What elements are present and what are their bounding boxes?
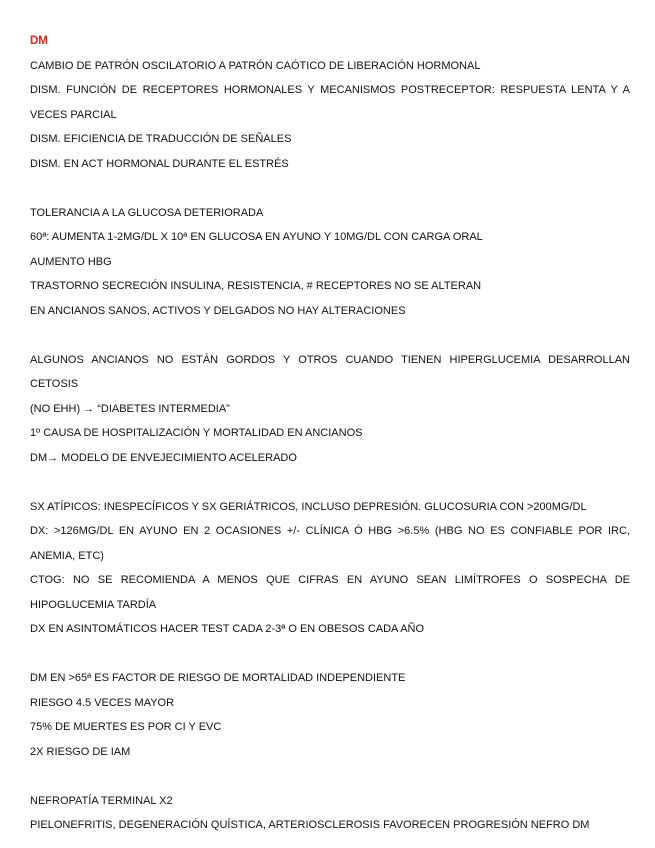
document-page (30, 29, 630, 838)
document-heading: DM (30, 35, 48, 47)
text-line: TOLERANCIA A LA GLUCOSA DETERIORADA (30, 206, 264, 219)
text-line: HIPOGLUCEMIA TARDÍA (30, 598, 157, 611)
text-line: DM→ MODELO DE ENVEJECIMIENTO ACELERADO (30, 451, 297, 464)
text-line: 2X RIESGO DE IAM (30, 745, 131, 758)
text-line: SX ATÍPICOS: INESPECÍFICOS Y SX GERIÁTRICOS, INCLUSO DEPRESIÓN. GLUCOSURIA CON >200MG/DL (30, 500, 587, 513)
text-line: DM EN >65ª ES FACTOR DE RIESGO DE MORTALIDAD INDEPENDIENTE (30, 672, 406, 684)
text-line: DISM. EFICIENCIA DE TRADUCCIÓN DE SEÑALES (30, 133, 292, 145)
text-line: TRASTORNO SECRECIÓN INSULINA, RESISTENCIA, # RECEPTORES NO SE ALTERAN (30, 280, 482, 292)
paragraph-gap (30, 470, 630, 495)
text-line: DX EN ASINTOMÁTICOS HACER TEST CADA 2-3ª O EN OBESOS CADA AÑO (30, 623, 425, 635)
text-line: ANEMIA, ETC) (30, 549, 104, 562)
paragraph-gap (30, 764, 630, 789)
text-line: ALGUNOS ANCIANOS NO ESTÁN GORDOS Y OTROS CUANDO TIENEN HIPERGLUCEMIA DESARROLLAN CETOSIS (30, 353, 630, 390)
paragraph-gap (30, 642, 630, 667)
text-line: EN ANCIANOS SANOS, ACTIVOS Y DELGADOS NO HAY ALTERACIONES (30, 304, 406, 317)
text-line: AUMENTO HBG (30, 255, 112, 268)
text-line: DISM. FUNCIÓN DE RECEPTORES HORMONALES Y MECANISMOS POSTRECEPTOR: RESPUESTA LENTA Y A (30, 84, 630, 96)
text-line: 75% DE MUERTES ES POR CI Y EVC (30, 721, 222, 733)
text-line: NEFROPATÍA TERMINAL X2 (30, 794, 173, 807)
text-line: VECES PARCIAL (30, 108, 117, 121)
paragraph-gap (30, 176, 630, 201)
text-line: DISM. EN ACT HORMONAL DURANTE EL ESTRÉS (30, 157, 289, 170)
text-line: PIELONEFRITIS, DEGENERACIÓN QUÍSTICA, ARTERIOSCLEROSIS FAVORECEN PROGRESIÓN NEFRO DM (30, 819, 590, 831)
text-line: DX: >126MG/DL EN AYUNO EN 2 OCASIONES +/- CLÍNICA Ó HBG >6.5% (HBG NO ES CONFIABLE POR IRC, (30, 525, 630, 537)
text-line: CAMBIO DE PATRÓN OSCILATORIO A PATRÓN CAÓTICO DE LIBERACIÓN HORMONAL (30, 59, 481, 72)
text-line: RIESGO 4.5 VECES MAYOR (30, 696, 175, 709)
text-line: (NO EHH) → “DIABETES INTERMEDIA” (30, 402, 230, 415)
paragraph-gap (30, 323, 630, 348)
text-line: CTOG: NO SE RECOMIENDA A MENOS QUE CIFRAS EN AYUNO SEAN LIMÍTROFES O SOSPECHA DE (30, 574, 630, 586)
text-line: 1º CAUSA DE HOSPITALIZACIÓN Y MORTALIDAD EN ANCIANOS (30, 427, 363, 439)
text-line: 60ª: AUMENTA 1-2MG/DL X 10ª EN GLUCOSA EN AYUNO Y 10MG/DL CON CARGA ORAL (30, 231, 483, 243)
